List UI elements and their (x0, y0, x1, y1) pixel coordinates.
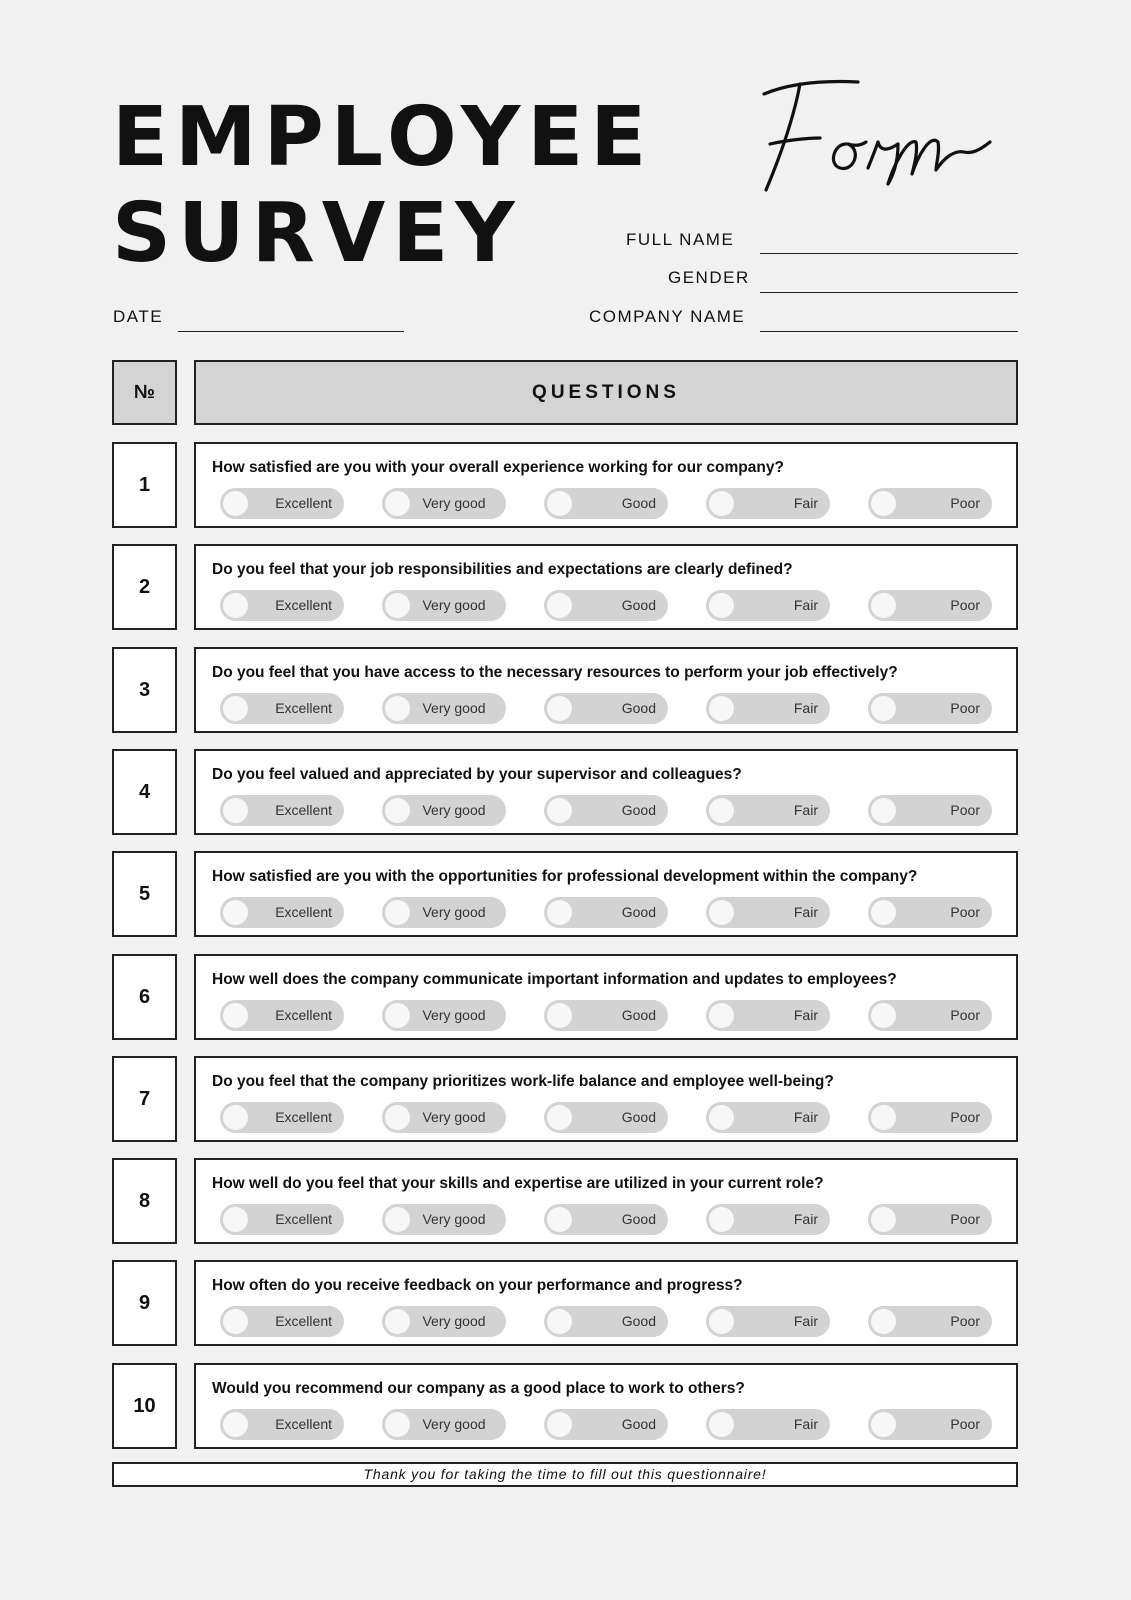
question-text: Do you feel that the company prioritizes work-life balance and employee well-being? (212, 1073, 834, 1090)
question-text: How often do you receive feedback on your performance and progress? (212, 1277, 743, 1294)
title-line-employee: EMPLOYEE (112, 90, 654, 185)
toggle-knob (385, 1309, 410, 1334)
date-label: DATE (113, 307, 164, 326)
question-number: 5 (112, 851, 177, 937)
question-text: Do you feel that your job responsibilities and expectations are clearly defined? (212, 561, 793, 578)
rating-label: Good (621, 1416, 656, 1432)
toggle-knob (385, 1207, 410, 1232)
rating-toggle-excellent[interactable] (220, 1102, 344, 1133)
rating-label: Poor (950, 1416, 980, 1432)
rating-toggle-fair[interactable] (706, 590, 830, 621)
question-number: 3 (112, 647, 177, 733)
question-box (194, 1056, 1018, 1142)
question-row (112, 851, 1018, 937)
toggle-knob (223, 696, 248, 721)
rating-label: Poor (950, 700, 980, 716)
toggle-knob (547, 1105, 572, 1130)
rating-options (220, 693, 992, 724)
question-row (112, 1260, 1018, 1346)
question-text: Do you feel that you have access to the necessary resources to perform your job effectively? (212, 664, 898, 681)
rating-toggle-very-good[interactable] (382, 693, 506, 724)
question-number: 2 (112, 544, 177, 630)
rating-toggle-very-good[interactable] (382, 1204, 506, 1235)
rating-label: Fair (793, 1416, 818, 1432)
toggle-knob (223, 1309, 248, 1334)
rating-label: Excellent (275, 700, 332, 716)
rating-toggle-poor[interactable] (868, 488, 992, 519)
gender-field (668, 268, 750, 288)
rating-toggle-fair[interactable] (706, 1000, 830, 1031)
rating-label: Good (621, 1313, 656, 1329)
rating-label: Very good (422, 904, 486, 920)
toggle-knob (709, 1105, 734, 1130)
rating-label: Fair (793, 1109, 818, 1125)
rating-toggle-fair[interactable] (706, 693, 830, 724)
rating-toggle-poor[interactable] (868, 795, 992, 826)
rating-options (220, 795, 992, 826)
title-line-survey: SURVEY (112, 186, 522, 281)
toggle-knob (871, 696, 896, 721)
toggle-knob (223, 1207, 248, 1232)
rating-toggle-very-good[interactable] (382, 795, 506, 826)
rating-label: Excellent (275, 802, 332, 818)
rating-toggle-poor[interactable] (868, 693, 992, 724)
toggle-knob (871, 1105, 896, 1130)
toggle-knob (871, 1412, 896, 1437)
toggle-knob (547, 696, 572, 721)
rating-toggle-good[interactable] (544, 1204, 668, 1235)
toggle-knob (385, 900, 410, 925)
toggle-knob (385, 1003, 410, 1028)
rating-toggle-very-good[interactable] (382, 1000, 506, 1031)
rating-toggle-excellent[interactable] (220, 1306, 344, 1337)
company-name-label: COMPANY NAME (589, 307, 746, 326)
toggle-knob (871, 491, 896, 516)
rating-toggle-fair[interactable] (706, 897, 830, 928)
rating-toggle-poor[interactable] (868, 1204, 992, 1235)
toggle-knob (709, 900, 734, 925)
question-row (112, 1056, 1018, 1142)
question-text: How well does the company communicate important information and updates to employees? (212, 971, 897, 988)
question-row (112, 1363, 1018, 1449)
question-row (112, 442, 1018, 528)
toggle-knob (709, 798, 734, 823)
rating-label: Good (621, 597, 656, 613)
question-box (194, 442, 1018, 528)
toggle-knob (547, 1309, 572, 1334)
toggle-knob (223, 798, 248, 823)
rating-label: Poor (950, 1313, 980, 1329)
question-box (194, 851, 1018, 937)
question-text: How satisfied are you with your overall experience working for our company? (212, 459, 784, 476)
toggle-knob (547, 1003, 572, 1028)
toggle-knob (871, 1309, 896, 1334)
date-line[interactable] (178, 331, 404, 332)
rating-label: Fair (793, 1007, 818, 1023)
toggle-knob (547, 1207, 572, 1232)
rating-label: Poor (950, 1007, 980, 1023)
rating-toggle-excellent[interactable] (220, 1204, 344, 1235)
question-box (194, 544, 1018, 630)
question-number: 1 (112, 442, 177, 528)
question-box (194, 1158, 1018, 1244)
toggle-knob (709, 593, 734, 618)
full-name-line[interactable] (760, 253, 1018, 254)
question-number: 10 (112, 1363, 177, 1449)
toggle-knob (709, 1309, 734, 1334)
toggle-knob (871, 900, 896, 925)
toggle-knob (871, 1003, 896, 1028)
rating-label: Fair (793, 1313, 818, 1329)
rating-label: Fair (793, 597, 818, 613)
rating-toggle-good[interactable] (544, 1306, 668, 1337)
question-box (194, 749, 1018, 835)
toggle-knob (385, 491, 410, 516)
rating-options (220, 1102, 992, 1133)
gender-label: GENDER (668, 268, 750, 287)
toggle-knob (547, 798, 572, 823)
question-text: How well do you feel that your skills and expertise are utilized in your current role? (212, 1175, 824, 1192)
rating-toggle-fair[interactable] (706, 1102, 830, 1133)
rating-toggle-good[interactable] (544, 897, 668, 928)
full-name-label: FULL NAME (626, 230, 735, 249)
rating-label: Good (621, 1211, 656, 1227)
rating-label: Good (621, 1109, 656, 1125)
question-number: 4 (112, 749, 177, 835)
toggle-knob (871, 1207, 896, 1232)
toggle-knob (385, 696, 410, 721)
rating-label: Very good (422, 1416, 486, 1432)
question-box (194, 647, 1018, 733)
toggle-knob (871, 798, 896, 823)
question-text: How satisfied are you with the opportunities for professional development within the company? (212, 868, 918, 885)
rating-options (220, 1000, 992, 1031)
rating-toggle-excellent[interactable] (220, 488, 344, 519)
rating-options (220, 897, 992, 928)
rating-label: Excellent (275, 1313, 332, 1329)
rating-label: Very good (422, 1109, 486, 1125)
rating-toggle-excellent[interactable] (220, 795, 344, 826)
toggle-knob (709, 491, 734, 516)
question-text: Do you feel valued and appreciated by your supervisor and colleagues? (212, 766, 742, 783)
rating-toggle-poor[interactable] (868, 1000, 992, 1031)
rating-toggle-very-good[interactable] (382, 488, 506, 519)
rating-toggle-good[interactable] (544, 590, 668, 621)
toggle-knob (709, 696, 734, 721)
rating-toggle-excellent[interactable] (220, 1409, 344, 1440)
rating-label: Poor (950, 1211, 980, 1227)
rating-label: Very good (422, 495, 486, 511)
rating-label: Poor (950, 495, 980, 511)
rating-label: Poor (950, 802, 980, 818)
toggle-knob (223, 1003, 248, 1028)
toggle-knob (223, 1105, 248, 1130)
toggle-knob (223, 1412, 248, 1437)
toggle-knob (223, 900, 248, 925)
toggle-knob (709, 1412, 734, 1437)
rating-options (220, 488, 992, 519)
rating-label: Good (621, 1007, 656, 1023)
rating-toggle-fair[interactable] (706, 1306, 830, 1337)
toggle-knob (385, 798, 410, 823)
rating-toggle-excellent[interactable] (220, 590, 344, 621)
rating-options (220, 1409, 992, 1440)
rating-label: Fair (793, 495, 818, 511)
rating-label: Excellent (275, 1109, 332, 1125)
rating-label: Good (621, 495, 656, 511)
rating-label: Very good (422, 802, 486, 818)
question-row (112, 647, 1018, 733)
rating-label: Very good (422, 1007, 486, 1023)
toggle-knob (223, 593, 248, 618)
rating-toggle-good[interactable] (544, 693, 668, 724)
rating-toggle-good[interactable] (544, 488, 668, 519)
rating-label: Fair (793, 904, 818, 920)
rating-label: Fair (793, 802, 818, 818)
rating-toggle-very-good[interactable] (382, 897, 506, 928)
rating-options (220, 1306, 992, 1337)
rating-toggle-good[interactable] (544, 1409, 668, 1440)
script-title-form (758, 72, 1028, 202)
question-box (194, 1260, 1018, 1346)
rating-toggle-fair[interactable] (706, 1409, 830, 1440)
toggle-knob (709, 1207, 734, 1232)
script-form-lettering (758, 72, 1028, 202)
toggle-knob (547, 900, 572, 925)
gender-line[interactable] (760, 292, 1018, 293)
rating-label: Good (621, 700, 656, 716)
rating-options (220, 590, 992, 621)
rating-toggle-good[interactable] (544, 795, 668, 826)
column-header-number: № (112, 360, 177, 425)
toggle-knob (385, 593, 410, 618)
rating-label: Very good (422, 1313, 486, 1329)
question-row (112, 749, 1018, 835)
rating-toggle-excellent[interactable] (220, 897, 344, 928)
rating-toggle-very-good[interactable] (382, 1102, 506, 1133)
rating-options (220, 1204, 992, 1235)
question-number: 9 (112, 1260, 177, 1346)
thank-you-note: Thank you for taking the time to fill out this questionnaire! (112, 1462, 1018, 1487)
rating-label: Very good (422, 700, 486, 716)
toggle-knob (547, 593, 572, 618)
rating-label: Fair (793, 1211, 818, 1227)
rating-toggle-very-good[interactable] (382, 1306, 506, 1337)
question-row (112, 954, 1018, 1040)
rating-toggle-excellent[interactable] (220, 1000, 344, 1031)
rating-toggle-fair[interactable] (706, 488, 830, 519)
toggle-knob (223, 491, 248, 516)
rating-toggle-excellent[interactable] (220, 693, 344, 724)
rating-label: Very good (422, 597, 486, 613)
column-header-questions: QUESTIONS (194, 360, 1018, 425)
full-name-field (626, 230, 734, 250)
question-number: 7 (112, 1056, 177, 1142)
rating-toggle-poor[interactable] (868, 897, 992, 928)
rating-toggle-good[interactable] (544, 1102, 668, 1133)
rating-toggle-fair[interactable] (706, 795, 830, 826)
question-box (194, 954, 1018, 1040)
toggle-knob (385, 1105, 410, 1130)
date-field (113, 307, 163, 327)
rating-toggle-poor[interactable] (868, 590, 992, 621)
rating-toggle-poor[interactable] (868, 1102, 992, 1133)
question-text: Would you recommend our company as a good place to work to others? (212, 1380, 745, 1397)
rating-toggle-good[interactable] (544, 1000, 668, 1031)
rating-label: Excellent (275, 1416, 332, 1432)
company-name-field (589, 307, 745, 327)
rating-label: Good (621, 904, 656, 920)
toggle-knob (547, 1412, 572, 1437)
company-name-line[interactable] (760, 331, 1018, 332)
rating-toggle-poor[interactable] (868, 1306, 992, 1337)
rating-toggle-fair[interactable] (706, 1204, 830, 1235)
rating-label: Excellent (275, 597, 332, 613)
rating-label: Excellent (275, 1211, 332, 1227)
toggle-knob (709, 1003, 734, 1028)
rating-label: Good (621, 802, 656, 818)
rating-label: Poor (950, 1109, 980, 1125)
toggle-knob (547, 491, 572, 516)
rating-label: Excellent (275, 495, 332, 511)
question-number: 6 (112, 954, 177, 1040)
rating-label: Poor (950, 597, 980, 613)
rating-toggle-very-good[interactable] (382, 1409, 506, 1440)
question-box (194, 1363, 1018, 1449)
question-number: 8 (112, 1158, 177, 1244)
rating-label: Very good (422, 1211, 486, 1227)
rating-label: Fair (793, 700, 818, 716)
toggle-knob (385, 1412, 410, 1437)
rating-toggle-very-good[interactable] (382, 590, 506, 621)
question-row (112, 1158, 1018, 1244)
rating-toggle-poor[interactable] (868, 1409, 992, 1440)
toggle-knob (871, 593, 896, 618)
rating-label: Excellent (275, 1007, 332, 1023)
rating-label: Poor (950, 904, 980, 920)
rating-label: Excellent (275, 904, 332, 920)
question-row (112, 544, 1018, 630)
